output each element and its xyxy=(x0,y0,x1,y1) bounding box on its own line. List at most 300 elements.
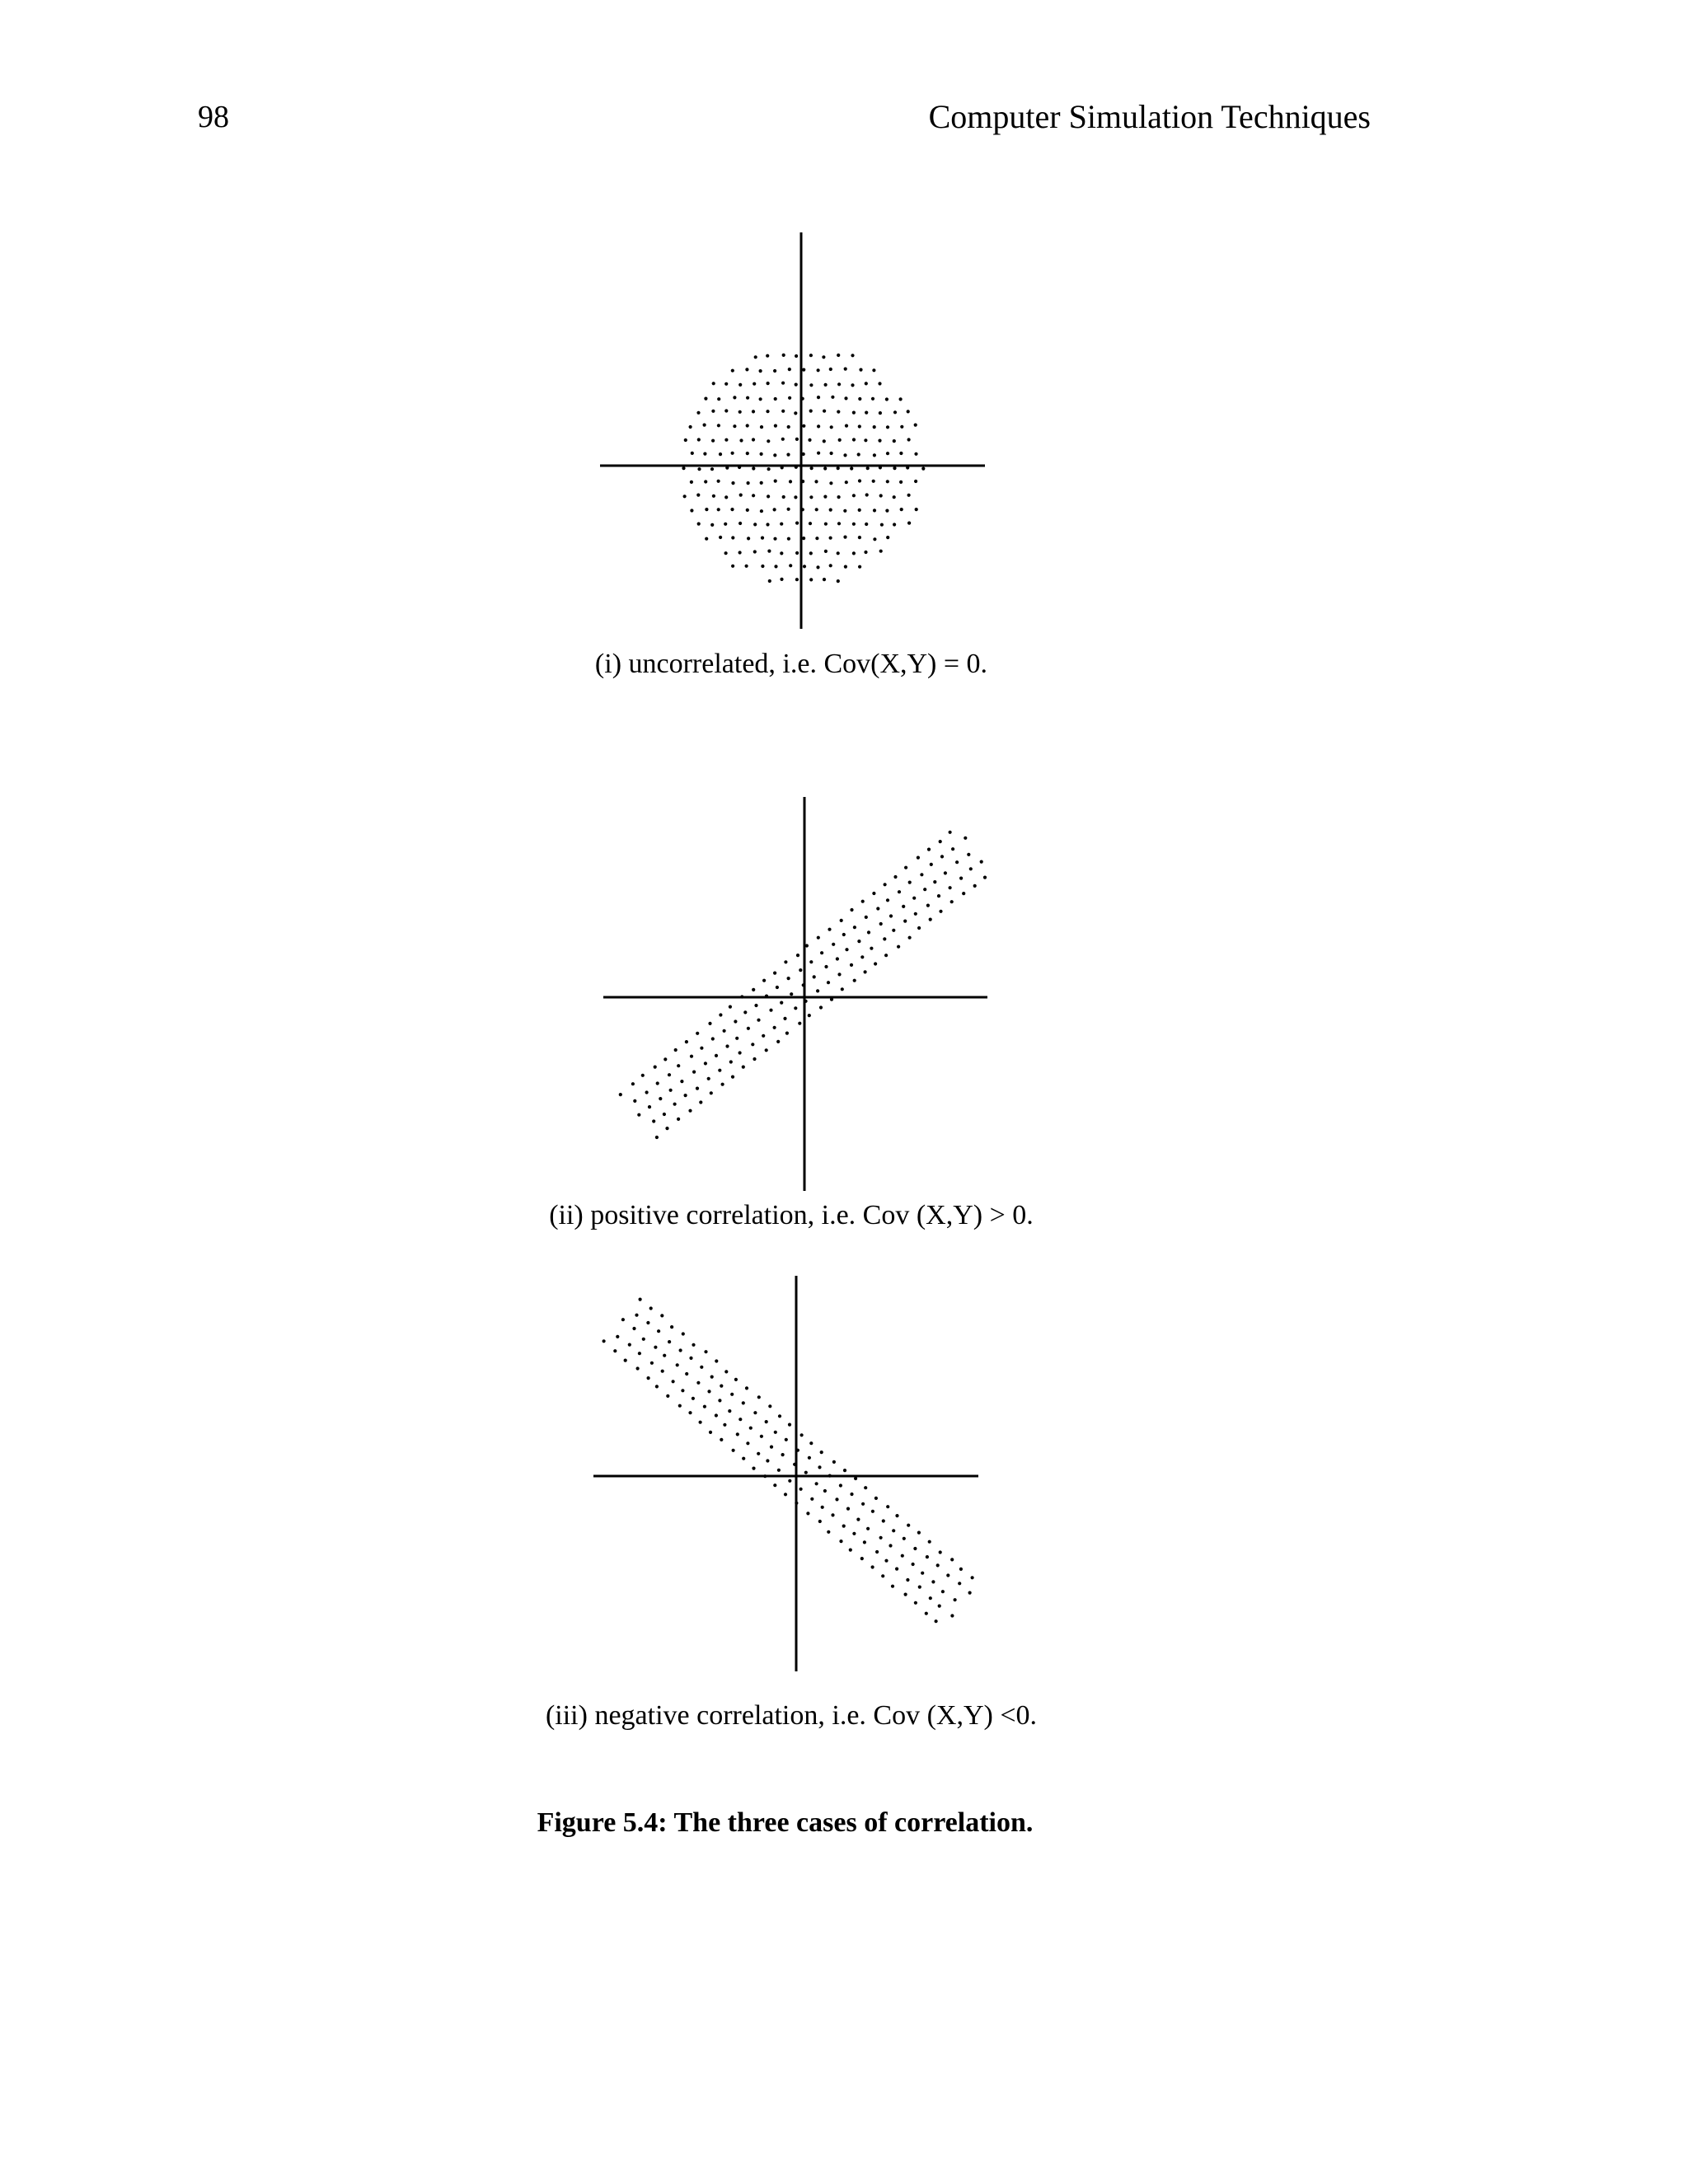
scatter-point xyxy=(861,900,865,903)
scatter-point xyxy=(950,900,954,903)
scatter-point xyxy=(886,425,889,429)
scatter-point xyxy=(763,1474,767,1478)
scatter-point xyxy=(649,1306,653,1310)
scatter-point xyxy=(858,536,861,539)
scatter-point xyxy=(959,877,963,880)
scatter-point xyxy=(774,480,777,483)
scatter-point xyxy=(795,578,799,581)
scatter-point xyxy=(829,509,832,512)
scatter-point xyxy=(842,933,846,936)
scatter-point xyxy=(858,479,861,482)
scatter-point xyxy=(908,881,912,884)
scatter-point xyxy=(638,1352,641,1355)
scatter-point xyxy=(688,1109,692,1113)
scatter-point xyxy=(732,1449,735,1452)
scatter-point xyxy=(950,1614,954,1617)
scatter-point xyxy=(852,1532,856,1535)
scatter-point xyxy=(971,1576,974,1579)
scatter-point xyxy=(673,1103,677,1106)
scatter-point xyxy=(746,509,749,512)
scatter-point xyxy=(719,536,722,539)
scatter-point xyxy=(929,1596,932,1600)
scatter-point xyxy=(757,1395,761,1399)
scatter-point xyxy=(705,537,708,541)
scatter-point xyxy=(703,452,706,456)
scatter-point xyxy=(879,466,882,469)
scatter-point xyxy=(879,411,882,415)
scatter-point xyxy=(710,1376,714,1379)
scatter-point xyxy=(912,1563,915,1566)
scatter-point xyxy=(858,565,861,569)
scatter-point xyxy=(692,1343,695,1347)
scatter-point xyxy=(734,1019,737,1023)
scatter-point xyxy=(829,481,832,485)
scatter-point xyxy=(850,1493,853,1496)
scatter-point xyxy=(921,1572,924,1575)
scatter-point xyxy=(660,1314,663,1317)
scatter-point xyxy=(817,368,820,372)
scatter-point xyxy=(710,467,714,471)
scatter-point xyxy=(859,368,862,372)
scatter-point xyxy=(795,383,798,387)
scatter-point xyxy=(829,368,832,371)
scatter-point xyxy=(865,523,868,526)
scatter-point xyxy=(788,1479,791,1483)
scatter-point xyxy=(893,495,896,499)
scatter-point xyxy=(782,495,785,499)
scatter-point xyxy=(700,1047,703,1050)
scatter-point xyxy=(742,1066,745,1069)
scatter-point xyxy=(837,972,841,976)
scatter-point xyxy=(773,453,776,457)
scatter-point xyxy=(858,424,861,428)
scatter-point xyxy=(721,1083,724,1086)
scatter-point xyxy=(718,1069,721,1072)
scatter-point xyxy=(865,382,868,385)
scatter-point xyxy=(738,410,742,414)
scatter-point xyxy=(884,883,887,886)
scatter-point xyxy=(824,965,828,968)
scatter-point xyxy=(712,494,715,498)
scatter-point xyxy=(773,1483,776,1487)
scatter-point xyxy=(925,1612,928,1615)
scatter-point xyxy=(914,452,917,456)
scatter-point xyxy=(781,466,784,469)
scatter-point xyxy=(850,908,853,912)
scatter-points xyxy=(619,831,987,1139)
scatter-point xyxy=(882,1519,885,1522)
scatter-point xyxy=(886,898,889,902)
scatter-point xyxy=(677,1118,680,1121)
scatter-point xyxy=(954,1598,957,1601)
scatter-point xyxy=(839,1483,842,1487)
scatter-point xyxy=(799,968,802,972)
scatter-point xyxy=(781,410,785,413)
scatter-point xyxy=(774,424,777,428)
scatter-point xyxy=(852,411,856,415)
scatter-point xyxy=(781,438,785,441)
scatter-point xyxy=(841,987,844,991)
scatter-point xyxy=(761,537,764,540)
scatter-point xyxy=(632,1327,635,1330)
scatter-point xyxy=(801,508,804,511)
scatter-point xyxy=(725,1044,729,1047)
scatter-point xyxy=(921,467,925,471)
scatter-point xyxy=(837,410,840,414)
scatter-point xyxy=(929,918,932,921)
scatter-point xyxy=(731,481,734,485)
scatter-point xyxy=(754,1004,757,1007)
scatter-point xyxy=(818,1465,821,1469)
scatter-point xyxy=(806,1511,809,1515)
scatter-point xyxy=(884,954,888,957)
scatter-point xyxy=(707,1077,710,1080)
scatter-point xyxy=(677,1064,680,1067)
scatter-point xyxy=(682,1332,685,1335)
scatter-point xyxy=(782,354,785,357)
scatter-point xyxy=(939,1550,942,1554)
scatter-point xyxy=(937,894,940,898)
scatter-point xyxy=(720,1438,723,1441)
scatter-point xyxy=(809,383,813,387)
scatter-point xyxy=(613,1349,617,1352)
scatter-point xyxy=(738,1418,742,1421)
scatter-point xyxy=(633,1099,636,1103)
scatter-point xyxy=(795,354,798,358)
scatter-point xyxy=(928,1540,931,1544)
scatter-point xyxy=(738,522,742,525)
scatter-point xyxy=(738,551,742,554)
scatter-point xyxy=(832,1460,836,1464)
scatter-point xyxy=(823,578,826,581)
scatter-point xyxy=(794,495,797,499)
scatter-point xyxy=(885,509,889,513)
scatter-point xyxy=(668,1073,671,1076)
scatter-point xyxy=(872,892,875,895)
scatter-point xyxy=(819,1005,823,1009)
scatter-point xyxy=(729,1060,733,1063)
scatter-point xyxy=(851,383,854,387)
scatter-point xyxy=(801,480,804,483)
scatter-point xyxy=(752,410,755,413)
scatter-point xyxy=(616,1335,619,1338)
scatter-point xyxy=(795,438,799,441)
scatter-point xyxy=(823,410,826,413)
scatter-point xyxy=(767,439,770,443)
scatter-point xyxy=(907,410,910,413)
scatter-point xyxy=(796,1449,799,1452)
scatter-point xyxy=(692,1071,696,1074)
scatter-point xyxy=(719,1013,722,1016)
scatter-point xyxy=(893,410,897,414)
scatter-point xyxy=(939,910,942,913)
scatter-point xyxy=(717,424,720,427)
scatter-point xyxy=(809,522,812,525)
scatter-point xyxy=(733,424,736,428)
scatter-point xyxy=(724,409,728,412)
scatter-point xyxy=(915,508,918,511)
scatter-point xyxy=(699,1421,702,1424)
scatter-point xyxy=(770,1446,773,1449)
figure-panel-uncorrelated xyxy=(593,231,989,684)
scatter-point xyxy=(690,1055,693,1058)
scatter-point xyxy=(823,439,826,443)
scatter-point xyxy=(893,875,897,879)
scatter-point xyxy=(795,466,798,469)
scatter-point xyxy=(852,494,856,497)
scatter-points xyxy=(603,1298,974,1624)
scatter-point xyxy=(818,1520,822,1523)
scatter-point xyxy=(766,523,769,526)
scatter-point xyxy=(867,930,870,934)
scatter-point xyxy=(684,1094,687,1097)
scatter-point xyxy=(696,1087,699,1090)
scatter-point xyxy=(831,396,834,399)
scatter-point xyxy=(802,368,805,372)
scatter-point xyxy=(689,425,692,429)
scatter-point xyxy=(926,1555,929,1558)
scatter-point xyxy=(967,853,970,856)
scatter-point xyxy=(746,424,749,427)
scatter-point xyxy=(907,1524,910,1527)
scatter-point xyxy=(761,565,764,568)
scatter-point xyxy=(798,1022,801,1025)
scatter-point xyxy=(723,1029,726,1033)
scatter-point xyxy=(757,1452,760,1455)
scatter-point xyxy=(637,1113,640,1117)
scatter-point xyxy=(802,983,805,987)
scatter-point xyxy=(729,1005,732,1009)
scatter-point xyxy=(939,840,942,843)
scatter-point xyxy=(711,410,715,413)
scatter-point xyxy=(951,847,954,851)
scatter-point xyxy=(789,480,792,483)
scatter-point xyxy=(935,1619,938,1623)
scatter-point xyxy=(804,1000,808,1003)
scatter-point xyxy=(787,425,790,429)
scatter-point xyxy=(654,1346,657,1349)
scatter-point xyxy=(816,565,819,569)
scatter-point xyxy=(787,508,790,511)
scatter-point xyxy=(879,922,883,926)
scatter-point xyxy=(724,523,727,526)
scatter-point xyxy=(760,509,763,513)
scatter-point xyxy=(774,565,777,568)
scatter-point xyxy=(864,1486,867,1489)
scatter-plot-negative xyxy=(593,1276,989,1671)
scatter-point xyxy=(813,975,816,978)
scatter-point xyxy=(829,564,832,567)
scatter-point xyxy=(946,1573,950,1577)
scatter-point xyxy=(696,1381,700,1385)
scatter-point xyxy=(843,509,846,513)
scatter-point xyxy=(873,509,876,512)
scatter-point xyxy=(853,926,856,929)
scatter-point xyxy=(752,438,755,441)
scatter-point xyxy=(697,523,701,526)
scatter-point xyxy=(823,466,827,470)
scatter-point xyxy=(865,493,869,496)
scatter-point xyxy=(749,1427,753,1430)
scatter-point xyxy=(773,508,776,511)
scatter-point xyxy=(704,480,707,483)
scatter-point xyxy=(682,466,685,470)
scatter-point xyxy=(663,1354,666,1357)
scatter-point xyxy=(899,397,903,401)
scatter-point xyxy=(765,995,768,998)
scatter-point xyxy=(681,1389,684,1392)
scatter-point xyxy=(709,1431,712,1434)
scatter-point xyxy=(809,578,813,581)
scatter-point xyxy=(794,411,797,415)
scatter-point xyxy=(690,480,693,484)
scatter-point xyxy=(670,1325,673,1329)
scatter-point xyxy=(845,424,848,428)
scatter-point xyxy=(886,452,889,455)
scatter-point xyxy=(678,1404,682,1408)
scatter-point xyxy=(917,926,921,930)
scatter-point xyxy=(831,1513,834,1516)
scatter-point xyxy=(837,579,840,583)
scatter-point xyxy=(944,871,947,874)
scatter-point xyxy=(784,1493,787,1496)
scatter-point xyxy=(879,1536,883,1540)
scatter-point xyxy=(815,508,818,511)
scatter-point xyxy=(886,536,889,539)
scatter-point xyxy=(837,522,841,525)
scatter-point xyxy=(839,1540,842,1543)
scatter-point xyxy=(891,1585,894,1588)
scatter-point xyxy=(829,537,832,540)
scatter-point xyxy=(746,396,749,400)
scatter-point xyxy=(871,1565,874,1568)
scatter-point xyxy=(852,523,856,526)
scatter-point xyxy=(752,988,755,991)
scatter-point xyxy=(715,1054,718,1057)
scatter-point xyxy=(621,1318,625,1321)
scatter-point xyxy=(718,1399,721,1402)
scatter-point xyxy=(766,1459,769,1462)
scatter-point xyxy=(790,992,793,996)
scatter-point xyxy=(907,438,911,441)
scatter-point xyxy=(767,550,771,553)
scatter-point xyxy=(661,1370,664,1373)
scatter-point xyxy=(886,480,889,483)
scatter-point xyxy=(851,354,854,357)
scatter-point xyxy=(809,960,813,963)
scatter-point xyxy=(980,860,983,864)
scatter-point xyxy=(795,551,799,555)
scatter-point xyxy=(874,962,877,965)
scatter-point xyxy=(652,1119,655,1122)
scatter-point xyxy=(745,565,748,568)
scatter-point xyxy=(672,1380,675,1383)
scatter-point xyxy=(897,945,900,949)
scatter-point xyxy=(685,1372,688,1376)
scatter-point xyxy=(767,467,771,471)
scatter-point xyxy=(780,523,783,526)
scatter-point xyxy=(680,1080,683,1083)
scatter-point xyxy=(767,382,770,385)
scatter-point xyxy=(835,1497,838,1501)
scatter-point xyxy=(628,1343,631,1347)
scatter-point xyxy=(692,1397,695,1400)
scatter-point xyxy=(955,860,959,864)
scatter-point xyxy=(738,1051,742,1054)
scatter-point xyxy=(914,912,917,916)
scatter-point xyxy=(904,866,907,869)
scatter-point xyxy=(734,1378,738,1381)
scatter-point xyxy=(739,494,743,497)
scatter-point xyxy=(773,537,776,541)
scatter-point xyxy=(920,873,923,876)
scatter-point xyxy=(705,508,708,511)
scatter-point xyxy=(814,480,818,483)
scatter-point xyxy=(931,1580,935,1583)
scatter-point xyxy=(787,537,790,541)
scatter-point xyxy=(843,536,846,539)
scatter-point xyxy=(873,425,876,429)
scatter-point xyxy=(876,907,879,910)
scatter-point xyxy=(913,1547,917,1550)
scatter-point xyxy=(914,1601,917,1605)
scatter-point xyxy=(647,1376,650,1380)
scatter-point xyxy=(969,867,973,870)
scatter-point xyxy=(802,537,805,540)
scatter-point xyxy=(711,439,715,443)
scatter-point xyxy=(696,411,700,415)
scatter-point xyxy=(858,397,861,401)
scatter-point xyxy=(893,466,896,470)
scatter-point xyxy=(784,960,787,963)
scatter-point xyxy=(783,1017,786,1020)
scatter-point xyxy=(799,1488,803,1491)
scatter-point xyxy=(926,904,930,907)
scatter-point xyxy=(889,1544,892,1547)
scatter-point xyxy=(752,466,755,470)
scatter-point xyxy=(776,986,779,989)
page-header xyxy=(198,92,1371,142)
scatter-point xyxy=(736,1432,739,1436)
scatter-point xyxy=(780,1001,783,1005)
scatter-point xyxy=(904,1593,907,1596)
scatter-point xyxy=(865,916,868,919)
scatter-point xyxy=(780,578,783,581)
scatter-point xyxy=(968,1591,972,1595)
scatter-point xyxy=(832,943,835,946)
scatter-point xyxy=(842,1525,846,1528)
scatter-point xyxy=(864,970,867,973)
scatter-point xyxy=(789,564,792,567)
scatter-point xyxy=(676,1363,679,1366)
scatter-point xyxy=(866,466,870,470)
scatter-point xyxy=(883,937,886,940)
scatter-point xyxy=(636,1366,640,1370)
page-number: 98 xyxy=(198,100,229,134)
scatter-point xyxy=(769,1009,772,1012)
scatter-point xyxy=(912,897,916,900)
scatter-point xyxy=(717,397,720,401)
scatter-point xyxy=(760,425,763,429)
scatter-point xyxy=(624,1359,627,1362)
scatter-point xyxy=(690,509,693,512)
scatter-point xyxy=(801,397,804,401)
scatter-point xyxy=(773,1026,776,1029)
scatter-point xyxy=(753,382,756,386)
scatter-point xyxy=(875,1550,879,1554)
scatter-point xyxy=(845,480,848,484)
scatter-point xyxy=(708,1022,711,1025)
